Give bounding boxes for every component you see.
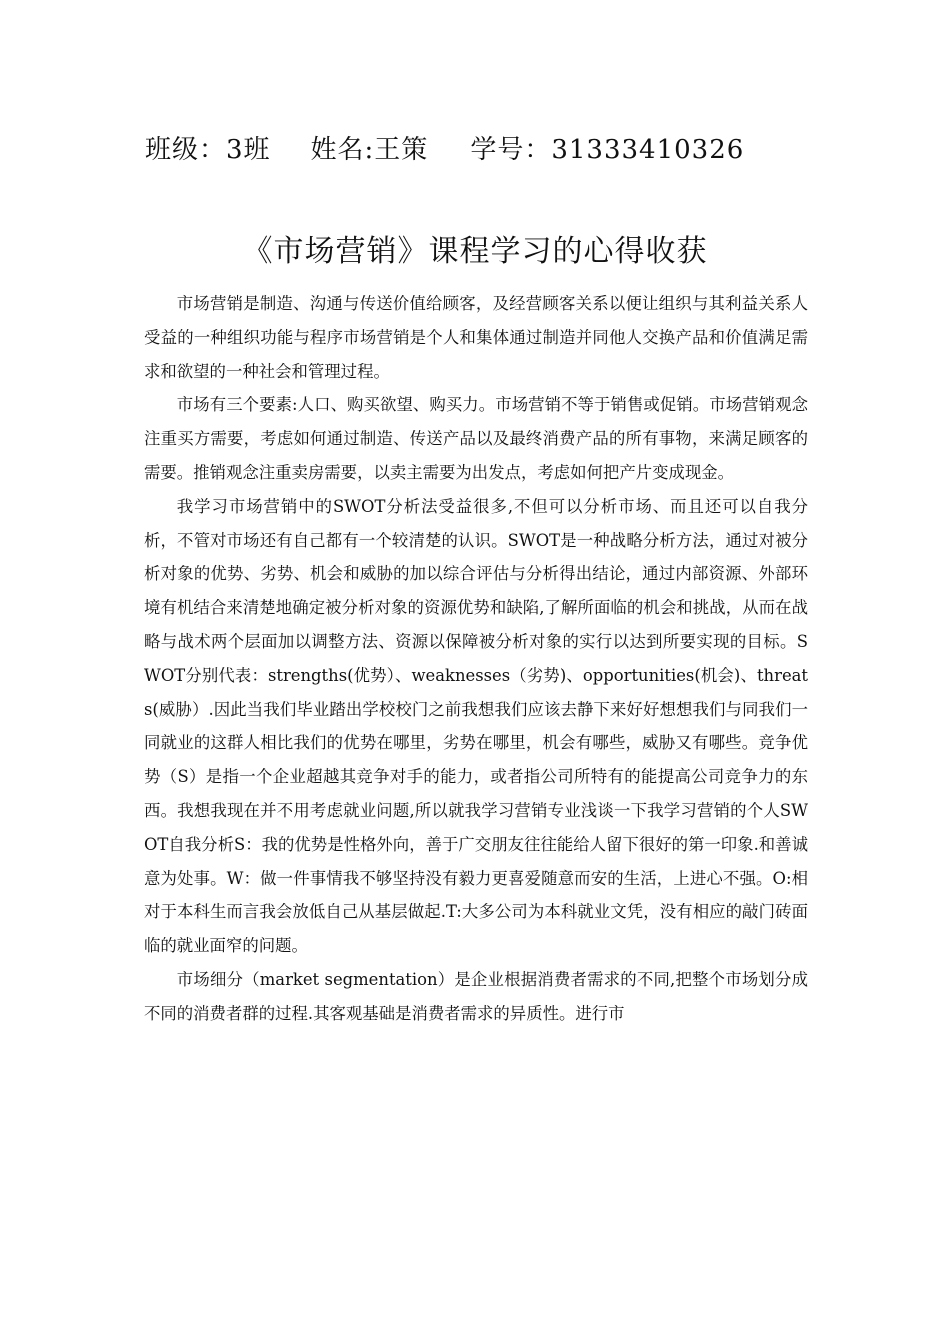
name-field: 姓名:王策 [310,135,429,165]
document-title: 《市场营销》课程学习的心得收获 [242,234,708,269]
paragraph: 我学习市场营销中的SWOT分析法受益很多,不但可以分析市场、而且还可以自我分析，不管对市场还有自己都有一个较清楚的认识。SWOT是一种战略分析方法，通过对被分析对象的优势、劣势、机会和威胁的加以综合评估与分析得出结论，通过内部资源、外部环境有机结合来清楚地确定被分析对象的资源优势和缺陷,了解所面临的机会和挑战，从而在战略与战术两个层面加以调整方法、资源以保障被分析对象的实行以达到所要实现的目标。SWOT分别代表：strengths(优势）、weaknesses（劣势)、opportunities(机会)、threats(威胁）.因此当我们毕业踏出学校校门之前我想我们应该去静下来好好想想我们与同我们一同就业的这群人相比我们的优势在哪里，劣势在哪里，机会有哪些，威胁又有哪些。竞争优势（S）是指一个企业超越其竞争对手的能力，或者指公司所特有的能提高公司竞争力的东西。我想我现在并不用考虑就业问题,所以就我学习营销专业浅谈一下我学习营销的个人SWOT自我分析S：我的优势是性格外向，善于广交朋友往往能给人留下很好的第一印象.和善诚意为处事。W：做一件事情我不够坚持没有毅力更喜爱随意而安的生活，上进心不强。O:相对于本科生而言我会放低自己从基层做起.T:大多公司为本科就业文凭，没有相应的敲门砖面临的就业面窄的问题。 [144,496,808,956]
class-field: 班级：3班 [145,135,271,165]
body-text [144,287,808,1031]
paragraph: 市场细分（market segmentation）是企业根据消费者需求的不同,把整个市场划分成不同的消费者群的过程.其客观基础是消费者需求的异质性。进行市 [144,969,808,1023]
student-id-field: 学号：31333410326 [470,135,745,165]
student-info-line [145,128,744,172]
paragraph: 市场有三个要素:人口、购买欲望、购买力。市场营销不等于销售或促销。市场营销观念注重买方需要，考虑如何通过制造、传送产品以及最终消费产品的所有事物，来满足顾客的需要。推销观念注重卖房需要，以卖主需要为出发点，考虑如何把产片变成现金。 [144,395,808,482]
paragraph: 市场营销是制造、沟通与传送价值给顾客，及经营顾客关系以便让组织与其利益关系人受益的一种组织功能与程序市场营销是个人和集体通过制造并同他人交换产品和价值满足需求和欲望的一种社会和管理过程。 [144,294,808,381]
